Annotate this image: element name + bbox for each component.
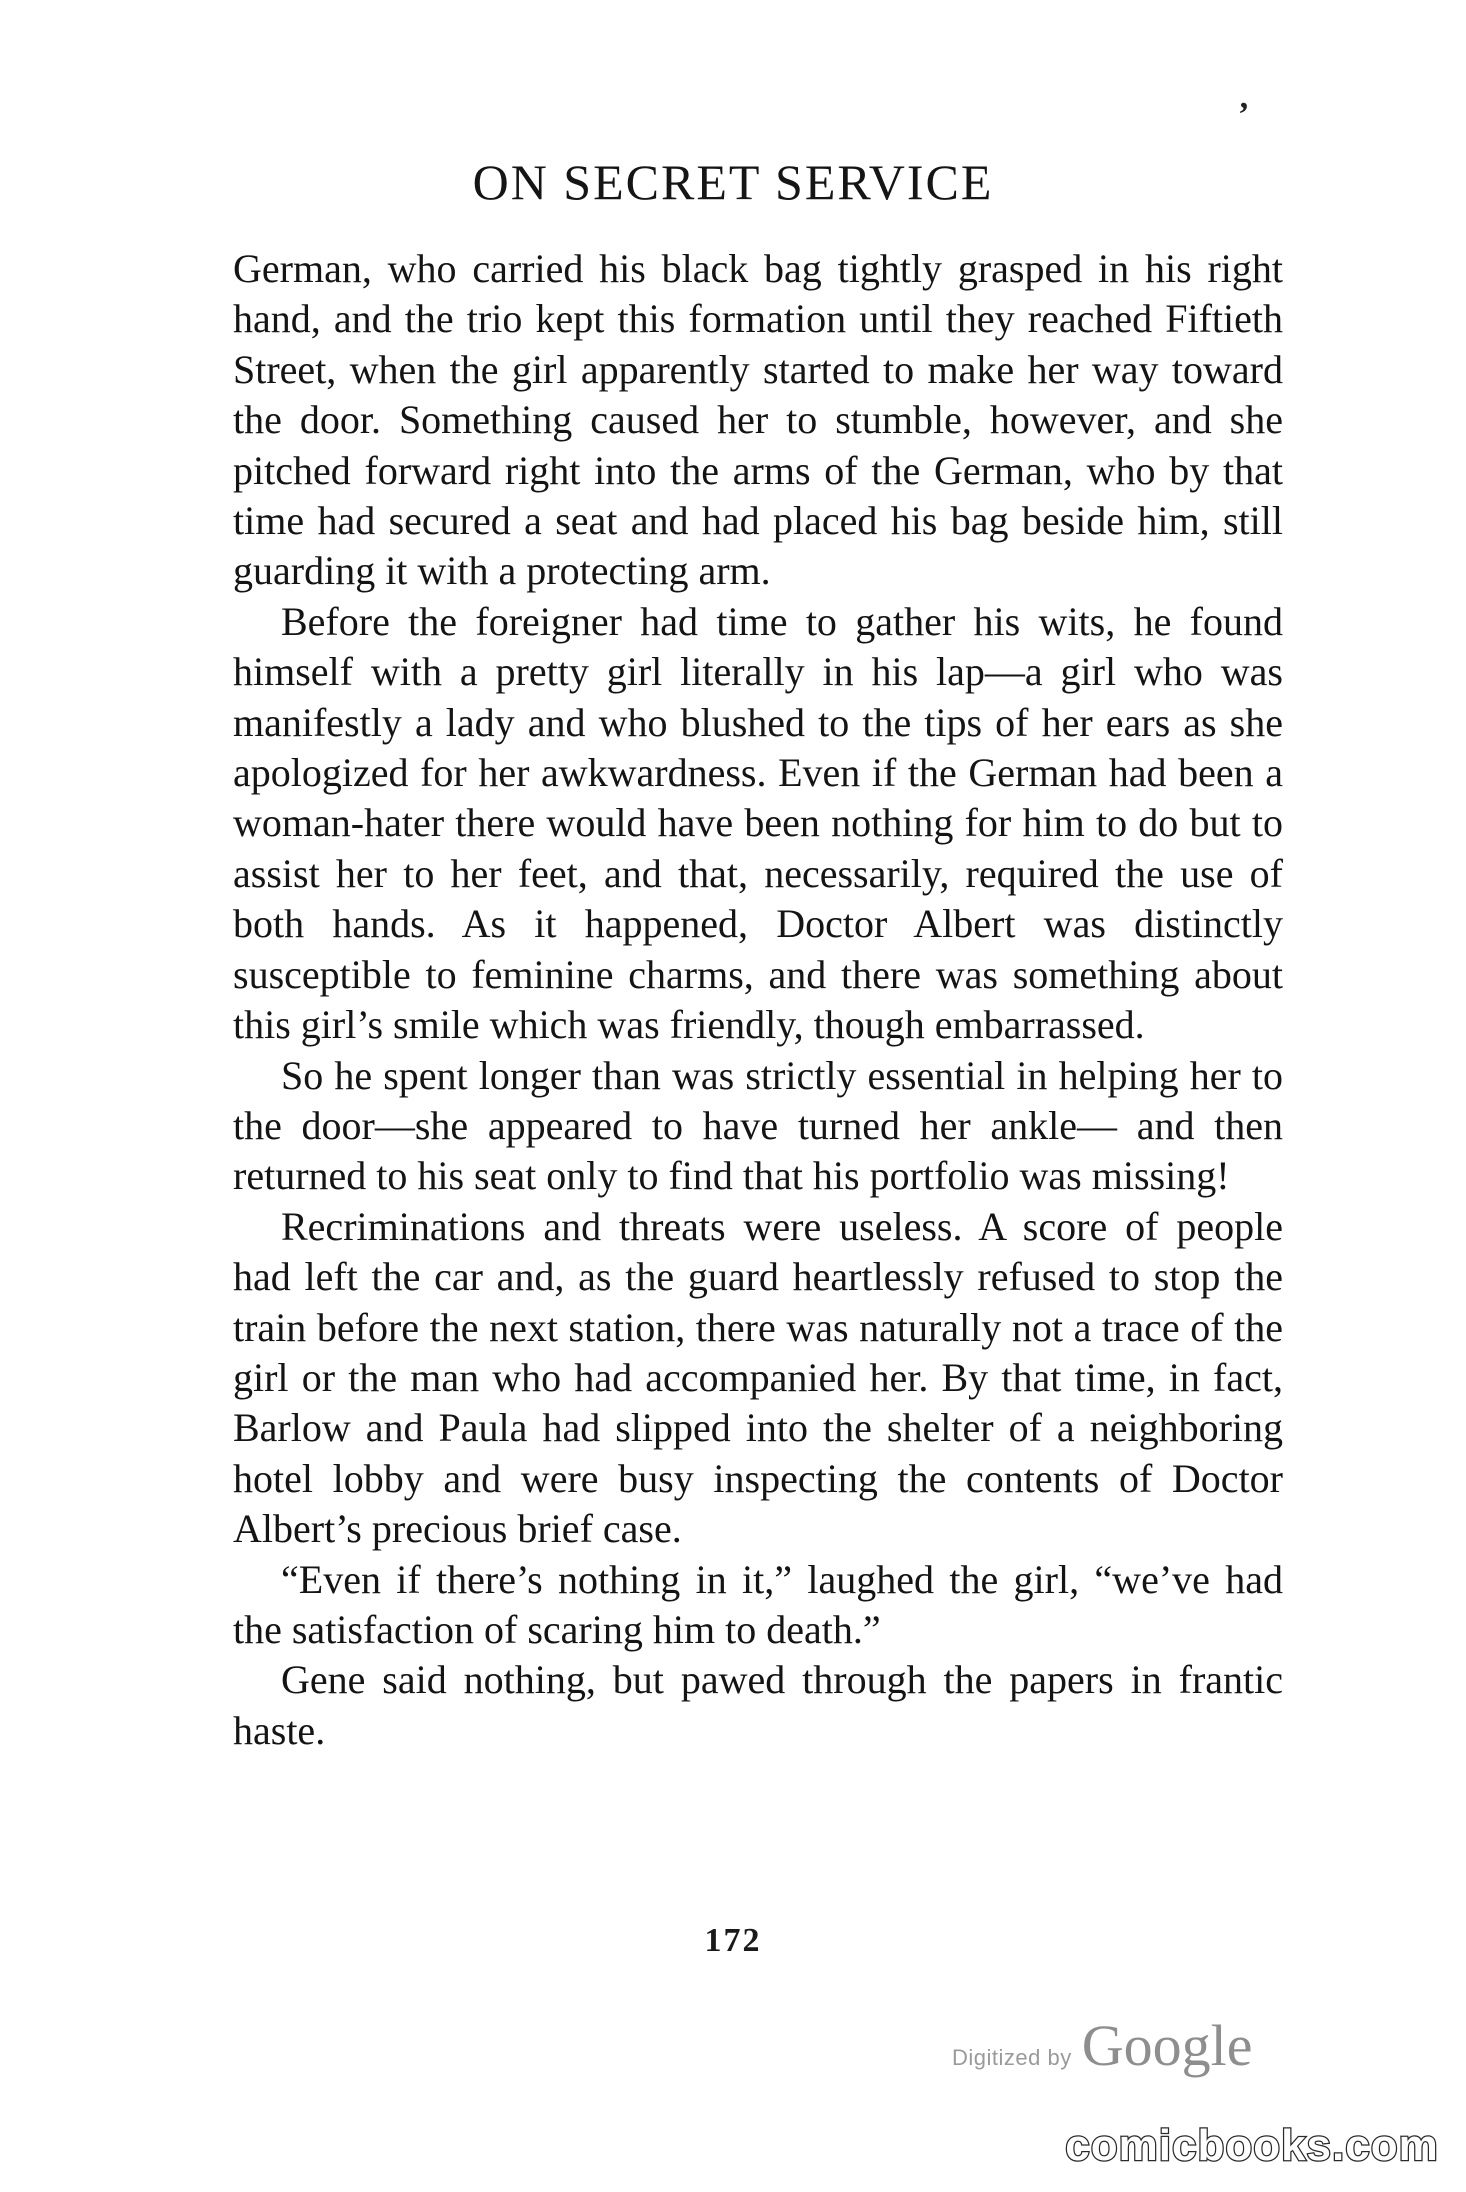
- watermark-text: comicbooks.com: [1065, 2121, 1439, 2170]
- paragraph-4: Recriminations and threats were useless. A score of people had left the car and, as the guard heartlessly refused to stop the train before the next station, there was naturally not a trace of the girl or the man who had accompanied her. By that time, in fact, Barlow and Paula had slipped into the shelter of a neighboring hotel lobby and were busy inspecting the contents of Doctor Albert’s precious brief case.: [233, 1203, 1283, 1552]
- paragraph-6: Gene said nothing, but pawed through the papers in frantic haste.: [233, 1657, 1283, 1753]
- digitized-by-google-stamp: [952, 2012, 1252, 2082]
- google-logo: Google: [1081, 2013, 1253, 2078]
- page-number: 172: [704, 1922, 762, 1959]
- digitized-prefix: Digitized by: [952, 2045, 1072, 2070]
- paragraph-5: “Even if there’s nothing in it,” laughed the girl, “we’ve had the satisfaction of scaring him to death.”: [233, 1556, 1283, 1652]
- paragraph-1: German, who carried his black bag tightly grasped in his right hand, and the trio kept this formation until they reached Fiftieth Street, when the girl apparently started to make her way toward the door. Something caused her to stumble, however, and she pitched forward right into the arms of the German, who by that time had secured a seat and had placed his bag beside him, still guarding it with a protecting arm.: [233, 246, 1283, 594]
- running-head: ON SECRET SERVICE: [472, 154, 994, 210]
- paragraph-3: So he spent longer than was strictly essential in helping her to the door—she appeared to have turned her ankle— and then returned to his seat only to find that his portfolio was missing!: [233, 1052, 1283, 1199]
- body-text: [233, 244, 1283, 1756]
- corner-mark: ’: [1238, 96, 1250, 133]
- paragraph-2: Before the foreigner had time to gather his wits, he found himself with a pretty girl literally in his lap—a girl who was manifestly a lady and who blushed to the tips of her ears as she apologized for her awkwardness. Even if the German had been a woman-hater there would have been nothing for him to do but to assist her to her feet, and that, necessarily, required the use of both hands. As it happened, Doctor Albert was distinctly susceptible to feminine charms, and there was something about this girl’s smile which was friendly, though embarrassed.: [233, 598, 1283, 1048]
- comicbooks-watermark: [1052, 2118, 1452, 2174]
